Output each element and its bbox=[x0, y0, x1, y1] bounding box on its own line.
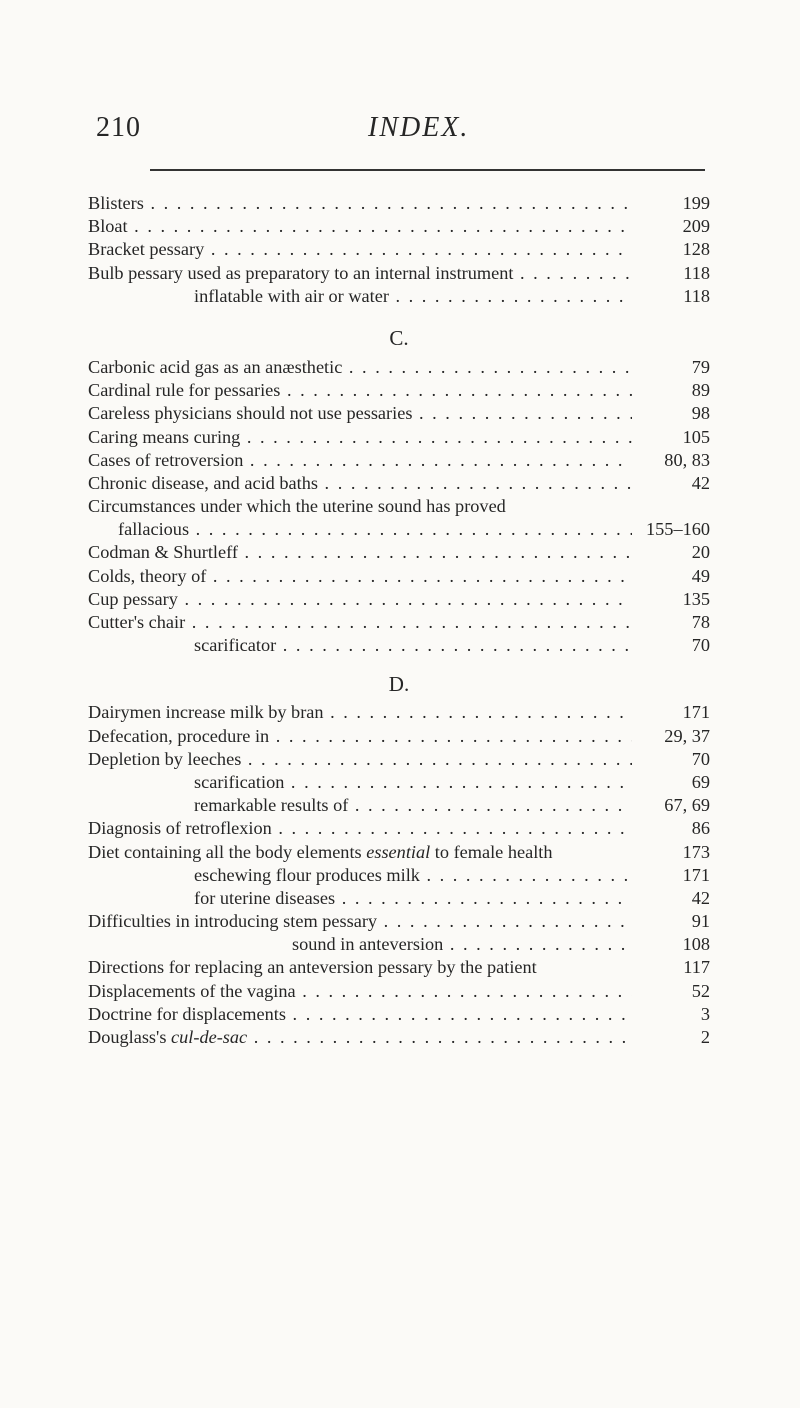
index-entry-cup-pessary bbox=[88, 588, 710, 611]
index-entry-caring-means-curing bbox=[88, 426, 710, 449]
index-entry-diet bbox=[88, 841, 710, 864]
entry-page: 49 bbox=[687, 565, 710, 588]
entry-term: remarkable results of . . . bbox=[88, 794, 632, 817]
index-entry-difficulties bbox=[88, 910, 710, 933]
entry-page: 2 bbox=[696, 1026, 710, 1049]
entry-page: 173 bbox=[678, 841, 710, 864]
header-rule bbox=[150, 169, 705, 171]
index-entry-diagnosis bbox=[88, 817, 710, 840]
entry-term-start: Diet containing all the body elements bbox=[88, 841, 367, 862]
entry-page: 3 bbox=[696, 1003, 710, 1026]
section-letter-c: C. bbox=[389, 325, 409, 350]
entry-page: 42 bbox=[687, 472, 710, 495]
index-entry-bloat bbox=[88, 215, 710, 238]
entry-term: Carbonic acid gas as an anæsthetic . . . bbox=[88, 356, 632, 379]
entry-page: 98 bbox=[687, 402, 710, 425]
entry-page: 67, 69 bbox=[659, 794, 710, 817]
index-entry-blisters bbox=[88, 192, 710, 215]
page-title: INDEX. bbox=[368, 112, 470, 143]
entry-term: Bloat . . . bbox=[88, 215, 632, 238]
entry-page: 29, 37 bbox=[659, 725, 710, 748]
entry-page: 199 bbox=[678, 192, 710, 215]
entry-term: Chronic disease, and acid baths . . . bbox=[88, 472, 632, 495]
entry-term: scarification . . . bbox=[88, 771, 632, 794]
index-entry-dairymen bbox=[88, 701, 710, 724]
entry-term: Careless physicians should not use pessaries . . . bbox=[88, 402, 632, 425]
index-subentry-eschewing-flour bbox=[88, 864, 710, 887]
entry-term-start: Douglass's bbox=[88, 1027, 172, 1047]
entry-term: Circumstances under which the uterine sound has proved bbox=[88, 496, 506, 517]
entry-term: scarificator . . . bbox=[88, 634, 632, 657]
entry-page: 135 bbox=[678, 588, 710, 611]
entry-term-italic: essential bbox=[366, 841, 431, 862]
entry-term: Defecation, procedure in . . . bbox=[88, 725, 632, 748]
entry-term: Caring means curing . . . bbox=[88, 426, 632, 449]
entry-page: 89 bbox=[687, 379, 710, 402]
index-subentry-remarkable-results bbox=[88, 794, 710, 817]
index-subentry-scarification bbox=[88, 771, 710, 794]
index-entry-doctrine bbox=[88, 1003, 710, 1026]
entry-page: 42 bbox=[687, 887, 710, 910]
entry-term: Bracket pessary . . . bbox=[88, 238, 632, 261]
entry-page: 69 bbox=[687, 771, 710, 794]
index-entry-fallacious bbox=[88, 518, 710, 541]
entry-term: fallacious . . . bbox=[88, 518, 632, 541]
entry-term: Depletion by leeches . . . bbox=[88, 748, 632, 771]
entry-term: Difficulties in introducing stem pessary . . . bbox=[88, 910, 632, 933]
entry-page: 78 bbox=[687, 611, 710, 634]
entry-term bbox=[88, 1026, 632, 1049]
entry-page: 70 bbox=[687, 634, 710, 657]
index-entry-cases-of-retroversion bbox=[88, 449, 710, 472]
entry-page: 70 bbox=[687, 748, 710, 771]
entry-term: for uterine diseases . . . bbox=[88, 887, 632, 910]
entry-page: 128 bbox=[678, 238, 710, 261]
index-entry-depletion bbox=[88, 748, 710, 771]
entry-page: 171 bbox=[678, 701, 710, 724]
entry-term: Bulb pessary used as preparatory to an internal instrument . . . bbox=[88, 262, 632, 285]
entry-page: 105 bbox=[678, 426, 710, 449]
entry-page: 171 bbox=[678, 864, 710, 887]
index-subentry-scarificator bbox=[88, 634, 710, 657]
entry-page: 52 bbox=[687, 980, 710, 1003]
index-entry-bracket-pessary bbox=[88, 238, 710, 261]
index-subentry-uterine-diseases bbox=[88, 887, 710, 910]
entry-term: Cup pessary . . . bbox=[88, 588, 632, 611]
entry-page: 155–160 bbox=[641, 518, 710, 541]
index-entry-douglass bbox=[88, 1026, 710, 1049]
entry-page: 86 bbox=[687, 817, 710, 840]
entry-term: inflatable with air or water . . . bbox=[88, 285, 632, 308]
entry-page: 117 bbox=[678, 956, 710, 979]
index-entry-bulb-pessary bbox=[88, 262, 710, 285]
index-entry-codman-shurtleff bbox=[88, 541, 710, 564]
running-head bbox=[96, 112, 706, 146]
entry-page: 108 bbox=[678, 933, 710, 956]
entry-term-italic: cul-de-sac bbox=[171, 1027, 248, 1047]
index-subentry-inflatable bbox=[88, 285, 710, 308]
entry-page: 20 bbox=[687, 541, 710, 564]
entry-term: Directions for replacing an anteversion pessary by the patient bbox=[88, 957, 537, 978]
entry-term: Diagnosis of retroflexion . . . bbox=[88, 817, 632, 840]
index-entry-chronic-disease bbox=[88, 472, 710, 495]
entry-page: 209 bbox=[678, 215, 710, 238]
entry-term: Colds, theory of . . . bbox=[88, 565, 632, 588]
entry-term: Cases of retroversion . . . bbox=[88, 449, 632, 472]
index-entry-displacements-vagina bbox=[88, 980, 710, 1003]
entry-term: Dairymen increase milk by bran . . . bbox=[88, 701, 632, 724]
entry-term: Blisters . . . bbox=[88, 192, 632, 215]
index-list bbox=[88, 192, 710, 1049]
entry-term bbox=[88, 841, 710, 864]
entry-term: Cutter's chair . . . bbox=[88, 611, 632, 634]
entry-page: 80, 83 bbox=[659, 449, 710, 472]
index-entry-carbonic-acid bbox=[88, 356, 710, 379]
index-subentry-sound-anteversion bbox=[88, 933, 710, 956]
entry-term-end: to female health bbox=[430, 841, 553, 862]
index-entry-circumstances bbox=[88, 495, 710, 518]
entry-term: Doctrine for displacements . . . bbox=[88, 1003, 632, 1026]
index-entry-defecation bbox=[88, 725, 710, 748]
section-letter-d: D. bbox=[388, 672, 410, 697]
index-entry-directions bbox=[88, 956, 710, 979]
entry-page: 118 bbox=[678, 262, 710, 285]
entry-term: Displacements of the vagina . . . bbox=[88, 980, 632, 1003]
entry-page: 91 bbox=[687, 910, 710, 933]
index-entry-colds bbox=[88, 565, 710, 588]
entry-page: 79 bbox=[687, 356, 710, 379]
index-entry-cardinal-rule bbox=[88, 379, 710, 402]
entry-term: Cardinal rule for pessaries . . . bbox=[88, 379, 632, 402]
page-number: 210 bbox=[96, 112, 141, 143]
entry-term: Codman & Shurtleff . . . bbox=[88, 541, 632, 564]
index-entry-careless-physicians bbox=[88, 402, 710, 425]
entry-term: eschewing flour produces milk . . . bbox=[88, 864, 632, 887]
entry-term: sound in anteversion . . . bbox=[88, 933, 632, 956]
entry-page: 118 bbox=[678, 285, 710, 308]
index-entry-cutters-chair bbox=[88, 611, 710, 634]
